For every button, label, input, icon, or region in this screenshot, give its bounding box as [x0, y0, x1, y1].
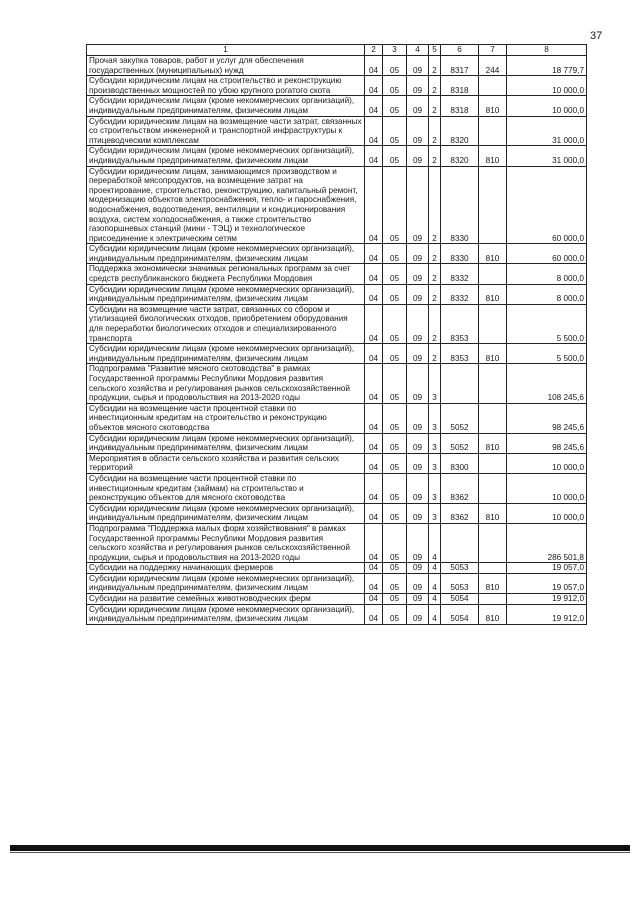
- table-row: [87, 403, 587, 433]
- table-row: [87, 304, 587, 343]
- code-target: 8332: [441, 284, 479, 304]
- code-target: 5052: [441, 433, 479, 453]
- code-expense-type: [479, 473, 507, 503]
- code-target: 5052: [441, 403, 479, 433]
- row-amount: 31 000,0: [507, 116, 587, 146]
- row-amount: 286 501,8: [507, 523, 587, 562]
- code-expense-type: [479, 563, 507, 574]
- code-expense-type: 810: [479, 244, 507, 264]
- code-subsection: 05: [383, 304, 407, 343]
- code-target: 8332: [441, 264, 479, 284]
- table-row: [87, 96, 587, 116]
- code-subprogram: 4: [429, 523, 441, 562]
- code-subsection: 05: [383, 503, 407, 523]
- code-target: [441, 364, 479, 403]
- code-target: 8362: [441, 473, 479, 503]
- code-expense-type: [479, 116, 507, 146]
- code-subprogram: 2: [429, 344, 441, 364]
- row-name: Субсидии юридическим лицам (кроме некоммерческих организаций), индивидуальным предпринимателям, физическим лицам: [87, 344, 365, 364]
- code-subsection: 05: [383, 284, 407, 304]
- code-subprogram: 4: [429, 563, 441, 574]
- code-section: 04: [365, 96, 383, 116]
- code-expense-type: [479, 523, 507, 562]
- table-row: [87, 563, 587, 574]
- table-header-row: [87, 45, 587, 56]
- code-subsection: 05: [383, 264, 407, 284]
- code-subprogram: 2: [429, 244, 441, 264]
- row-name: Поддержка экономически значимых региональных программ за счет средств республиканского бюджета Республики Мордовия: [87, 264, 365, 284]
- code-article: 09: [407, 244, 429, 264]
- code-target: 8318: [441, 96, 479, 116]
- row-amount: 60 000,0: [507, 244, 587, 264]
- row-amount: 19 057,0: [507, 573, 587, 593]
- code-expense-type: 810: [479, 146, 507, 166]
- code-expense-type: 810: [479, 96, 507, 116]
- code-subprogram: 2: [429, 166, 441, 244]
- code-subprogram: 4: [429, 604, 441, 624]
- table-row: [87, 453, 587, 473]
- row-amount: 10 000,0: [507, 76, 587, 96]
- col-header-2: 2: [365, 45, 383, 56]
- row-name: Субсидии на возмещение части процентной ставки по инвестиционным кредитам (займам) на строительство и реконструкцию объектов для мясного скотоводства: [87, 473, 365, 503]
- code-subsection: 05: [383, 364, 407, 403]
- code-expense-type: 810: [479, 604, 507, 624]
- code-subprogram: 3: [429, 403, 441, 433]
- table-row: [87, 473, 587, 503]
- table-row: [87, 284, 587, 304]
- code-subsection: 05: [383, 563, 407, 574]
- col-header-7: 7: [479, 45, 507, 56]
- code-subprogram: 3: [429, 453, 441, 473]
- table-row: [87, 573, 587, 593]
- code-subsection: 05: [383, 116, 407, 146]
- col-header-5: 5: [429, 45, 441, 56]
- code-target: 5053: [441, 563, 479, 574]
- code-expense-type: [479, 76, 507, 96]
- code-expense-type: 244: [479, 56, 507, 76]
- row-amount: 31 000,0: [507, 146, 587, 166]
- code-article: 09: [407, 523, 429, 562]
- table-row: [87, 523, 587, 562]
- code-expense-type: [479, 166, 507, 244]
- code-subprogram: 2: [429, 304, 441, 343]
- row-name: Субсидии на возмещение части затрат, связанных со сбором и утилизацией биологических отходов, приобретением оборудования для переработки биологических отходов и специализированного транспорта: [87, 304, 365, 343]
- row-amount: 98 245,6: [507, 433, 587, 453]
- row-amount: 108 245,6: [507, 364, 587, 403]
- row-name: Субсидии юридическим лицам (кроме некоммерческих организаций), индивидуальным предпринимателям, физическим лицам: [87, 503, 365, 523]
- code-section: 04: [365, 76, 383, 96]
- row-name: Субсидии юридическим лицам (кроме некоммерческих организаций), индивидуальным предпринимателям, физическим лицам: [87, 573, 365, 593]
- row-amount: 18 779,7: [507, 56, 587, 76]
- code-subsection: 05: [383, 403, 407, 433]
- row-amount: 19 912,0: [507, 594, 587, 605]
- col-header-3: 3: [383, 45, 407, 56]
- code-article: 09: [407, 604, 429, 624]
- row-name: Подпрограмма "Поддержка малых форм хозяйствования" в рамках Государственной программы Республики Мордовия развития сельского хозяйства и регулирования рынков сельскохозяйственной продукции, сырья и продовольствия на 2013-2020 годы: [87, 523, 365, 562]
- code-section: 04: [365, 563, 383, 574]
- code-target: 5054: [441, 594, 479, 605]
- row-amount: 60 000,0: [507, 166, 587, 244]
- row-name: Подпрограмма "Развитие мясного скотоводства" в рамках Государственной программы Республики Мордовия развития сельского хозяйства и регулирования рынков сельскохозяйственной продукции, сырья и продовольствия на 2013-2020 годы: [87, 364, 365, 403]
- code-expense-type: 810: [479, 433, 507, 453]
- code-subprogram: 2: [429, 56, 441, 76]
- budget-table: [86, 44, 587, 625]
- row-name: Субсидии юридическим лицам (кроме некоммерческих организаций), индивидуальным предпринимателям, физическим лицам: [87, 433, 365, 453]
- code-article: 09: [407, 56, 429, 76]
- code-article: 09: [407, 116, 429, 146]
- code-subsection: 05: [383, 166, 407, 244]
- row-amount: 10 000,0: [507, 453, 587, 473]
- row-name: Субсидии на поддержку начинающих фермеров: [87, 563, 365, 574]
- row-amount: 5 500,0: [507, 344, 587, 364]
- bottom-rule-thin: [10, 852, 630, 853]
- code-subprogram: 2: [429, 284, 441, 304]
- table-row: [87, 166, 587, 244]
- table-body: [87, 56, 587, 625]
- row-name: Субсидии юридическим лицам (кроме некоммерческих организаций), индивидуальным предпринимателям, физическим лицам: [87, 146, 365, 166]
- code-subsection: 05: [383, 453, 407, 473]
- row-amount: 98 245,6: [507, 403, 587, 433]
- code-expense-type: [479, 304, 507, 343]
- row-name: Субсидии юридическим лицам (кроме некоммерческих организаций), индивидуальным предпринимателям, физическим лицам: [87, 284, 365, 304]
- code-article: 09: [407, 284, 429, 304]
- code-subprogram: 2: [429, 76, 441, 96]
- page-number: 37: [590, 30, 603, 42]
- code-section: 04: [365, 166, 383, 244]
- code-article: 09: [407, 344, 429, 364]
- code-section: 04: [365, 573, 383, 593]
- row-name: Субсидии юридическим лицам (кроме некоммерческих организаций), индивидуальным предпринимателям, физическим лицам: [87, 96, 365, 116]
- table-row: [87, 116, 587, 146]
- code-subsection: 05: [383, 473, 407, 503]
- table-row: [87, 244, 587, 264]
- code-subsection: 05: [383, 76, 407, 96]
- code-section: 04: [365, 56, 383, 76]
- code-subprogram: 3: [429, 433, 441, 453]
- code-article: 09: [407, 364, 429, 403]
- code-subsection: 05: [383, 96, 407, 116]
- code-article: 09: [407, 594, 429, 605]
- code-section: 04: [365, 284, 383, 304]
- code-subsection: 05: [383, 523, 407, 562]
- code-subprogram: 4: [429, 594, 441, 605]
- code-section: 04: [365, 594, 383, 605]
- code-section: 04: [365, 453, 383, 473]
- table-row: [87, 146, 587, 166]
- code-section: 04: [365, 244, 383, 264]
- code-section: 04: [365, 503, 383, 523]
- code-subprogram: 3: [429, 473, 441, 503]
- code-target: 8330: [441, 166, 479, 244]
- code-article: 09: [407, 453, 429, 473]
- code-subprogram: 4: [429, 573, 441, 593]
- code-article: 09: [407, 503, 429, 523]
- row-name: Субсидии на возмещение части процентной ставки по инвестиционным кредитам на строительство и реконструкцию объектов мясного скотоводства: [87, 403, 365, 433]
- code-section: 04: [365, 264, 383, 284]
- table-row: [87, 344, 587, 364]
- code-target: [441, 523, 479, 562]
- code-expense-type: [479, 453, 507, 473]
- code-section: 04: [365, 604, 383, 624]
- row-amount: 10 000,0: [507, 96, 587, 116]
- code-subsection: 05: [383, 146, 407, 166]
- code-subprogram: 2: [429, 146, 441, 166]
- code-target: 8320: [441, 116, 479, 146]
- table-row: [87, 604, 587, 624]
- row-amount: 19 912,0: [507, 604, 587, 624]
- code-target: 8353: [441, 304, 479, 343]
- code-article: 09: [407, 264, 429, 284]
- table-row: [87, 264, 587, 284]
- code-section: 04: [365, 364, 383, 403]
- row-amount: 10 000,0: [507, 503, 587, 523]
- code-target: 8353: [441, 344, 479, 364]
- row-amount: 19 057,0: [507, 563, 587, 574]
- code-article: 09: [407, 304, 429, 343]
- code-subprogram: 2: [429, 96, 441, 116]
- code-subsection: 05: [383, 573, 407, 593]
- bottom-rule: [10, 845, 630, 851]
- code-target: 8300: [441, 453, 479, 473]
- row-amount: 8 000,0: [507, 284, 587, 304]
- table-row: [87, 503, 587, 523]
- row-name: Прочая закупка товаров, работ и услуг для обеспечения государственных (муниципальных) нужд: [87, 56, 365, 76]
- table-row: [87, 594, 587, 605]
- code-subprogram: 2: [429, 264, 441, 284]
- code-article: 09: [407, 573, 429, 593]
- row-name: Субсидии юридическим лицам на возмещение части затрат, связанных со строительством инженерной и транспортной инфраструктуры к птицеводческим комплексам: [87, 116, 365, 146]
- code-subprogram: 2: [429, 116, 441, 146]
- code-subsection: 05: [383, 244, 407, 264]
- code-expense-type: 810: [479, 284, 507, 304]
- col-header-8: 8: [507, 45, 587, 56]
- code-expense-type: 810: [479, 344, 507, 364]
- code-expense-type: 810: [479, 503, 507, 523]
- code-target: 8320: [441, 146, 479, 166]
- table-row: [87, 433, 587, 453]
- code-section: 04: [365, 523, 383, 562]
- code-expense-type: [479, 264, 507, 284]
- code-section: 04: [365, 344, 383, 364]
- code-target: 8317: [441, 56, 479, 76]
- row-name: Мероприятия в области сельского хозяйства и развития сельских территорий: [87, 453, 365, 473]
- col-header-6: 6: [441, 45, 479, 56]
- code-target: 5053: [441, 573, 479, 593]
- code-section: 04: [365, 116, 383, 146]
- code-section: 04: [365, 433, 383, 453]
- code-expense-type: [479, 594, 507, 605]
- code-article: 09: [407, 433, 429, 453]
- code-target: 8330: [441, 244, 479, 264]
- code-subsection: 05: [383, 594, 407, 605]
- code-article: 09: [407, 403, 429, 433]
- code-article: 09: [407, 96, 429, 116]
- row-amount: 8 000,0: [507, 264, 587, 284]
- code-section: 04: [365, 304, 383, 343]
- code-expense-type: 810: [479, 573, 507, 593]
- code-subprogram: 3: [429, 503, 441, 523]
- row-amount: 5 500,0: [507, 304, 587, 343]
- code-target: 8362: [441, 503, 479, 523]
- code-target: 5054: [441, 604, 479, 624]
- code-subprogram: 3: [429, 364, 441, 403]
- col-header-1: 1: [87, 45, 365, 56]
- table-row: [87, 364, 587, 403]
- code-expense-type: [479, 403, 507, 433]
- row-name: Субсидии юридическим лицам (кроме некоммерческих организаций), индивидуальным предпринимателям, физическим лицам: [87, 604, 365, 624]
- row-name: Субсидии юридическим лицам на строительство и реконструкцию производственных мощностей по убою крупного рогатого скота: [87, 76, 365, 96]
- table-row: [87, 76, 587, 96]
- code-section: 04: [365, 473, 383, 503]
- code-subsection: 05: [383, 344, 407, 364]
- code-subsection: 05: [383, 604, 407, 624]
- code-target: 8318: [441, 76, 479, 96]
- code-subsection: 05: [383, 433, 407, 453]
- code-section: 04: [365, 403, 383, 433]
- code-subsection: 05: [383, 56, 407, 76]
- code-expense-type: [479, 364, 507, 403]
- row-name: Субсидии юридическим лицам (кроме некоммерческих организаций), индивидуальным предпринимателям, физическим лицам: [87, 244, 365, 264]
- code-article: 09: [407, 76, 429, 96]
- code-article: 09: [407, 563, 429, 574]
- table-row: [87, 56, 587, 76]
- code-article: 09: [407, 166, 429, 244]
- code-section: 04: [365, 146, 383, 166]
- row-name: Субсидии юридическим лицам, занимающимся производством и переработкой мясопродуктов, на возмещение затрат на проектирование, строительство, реконструкцию, капитальный ремонт, модернизацию объектов электроснабжения, тепло- и пароснабжения, водоснабжения, водоотведения, вентиляции и кондиционирования воздуха, систем холодоснабжения, а также строительство газопоршневых станций (мини - ТЭЦ) и технологическое присоединение к электрическим сетям: [87, 166, 365, 244]
- code-article: 09: [407, 473, 429, 503]
- code-article: 09: [407, 146, 429, 166]
- row-name: Субсидии на развитие семейных животноводческих ферм: [87, 594, 365, 605]
- col-header-4: 4: [407, 45, 429, 56]
- row-amount: 10 000,0: [507, 473, 587, 503]
